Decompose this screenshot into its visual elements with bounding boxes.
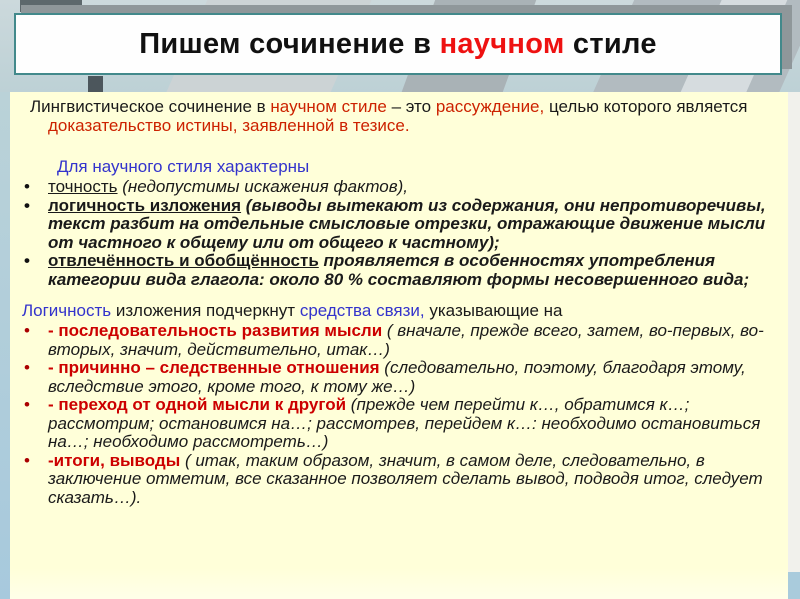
- connectors-heading-blue: средства связи,: [299, 301, 425, 320]
- list-item-logic: [22, 197, 766, 253]
- features-heading: Для научного стиля характерны: [57, 157, 310, 176]
- list-item-conclusions: [22, 452, 766, 508]
- connectors-heading-text: указывающие на: [424, 301, 563, 320]
- feature-term: точность: [48, 177, 118, 196]
- page-title: [139, 28, 657, 61]
- feature-desc: (выводы вытекают из содержания, они непротиворечивы, текст разбит на отдельные смысловые отрезки, отражающие движение мысли от частного к общему или от общего к частному);: [48, 195, 766, 252]
- title-text: стиле: [564, 27, 657, 60]
- right-edge-strip: [788, 92, 800, 572]
- content-panel: [10, 92, 788, 599]
- left-edge-strip: [0, 92, 10, 599]
- connector-label: -итоги, выводы: [48, 450, 181, 470]
- intro-text: целью которого является: [544, 97, 748, 116]
- feature-term: логичность изложения: [48, 195, 242, 215]
- connector-examples: (следовательно, поэтому, благодаря этому, вследствие этого, кроме того, к тому же…): [48, 358, 746, 396]
- list-item-transition: [22, 396, 766, 452]
- intro-text-red: доказательство истины, заявленной в тезисе.: [48, 116, 410, 135]
- connector-label: - последовательность развития мысли: [48, 321, 383, 340]
- feature-desc: проявляется в особенностях употребления категории вида глагола: около 80 % составляют формы несовершенного вида;: [48, 251, 750, 289]
- slide-title-box: [14, 13, 782, 75]
- title-highlight: научном: [439, 27, 565, 60]
- features-list: [22, 178, 766, 289]
- connectors-heading: [22, 301, 766, 320]
- intro-text: Лингвистическое сочинение в: [30, 97, 271, 116]
- banner-dark-square: [88, 76, 103, 92]
- bottom-right-corner-strip: [788, 572, 800, 599]
- connectors-heading-blue: Логичность: [22, 301, 112, 320]
- connector-label: - причинно – следственные отношения: [48, 358, 380, 377]
- connectors-list: [22, 322, 766, 507]
- connector-examples: ( итак, таким образом, значит, в самом деле, следовательно, в заключение отметим, все сказанное позволяет сделать вывод, подводя итог, следует сказать…).: [48, 450, 763, 507]
- intro-text-red: научном стиле: [270, 97, 387, 116]
- feature-desc: (недопустимы искажения фактов),: [117, 177, 409, 196]
- connector-label: - переход от одной мысли к другой: [48, 395, 347, 414]
- intro-text: – это: [386, 97, 436, 116]
- intro-paragraph: [22, 97, 766, 135]
- list-item-cause-effect: [22, 359, 766, 396]
- intro-text-red: рассуждение,: [435, 97, 545, 116]
- list-item-sequence: [22, 322, 766, 359]
- connector-examples: ( вначале, прежде всего, затем, во-первых, во-вторых, значит, действительно, итак…): [48, 321, 764, 359]
- connector-examples: (прежде чем перейти к…, обратимся к…; рассмотрим; остановимся на…; рассмотрев, перейдем к…: необходимо остановиться на…; необходимо рассмотреть…): [48, 395, 761, 451]
- title-text: Пишем сочинение в: [139, 27, 440, 60]
- list-item-abstraction: [22, 252, 766, 289]
- list-item-accuracy: [22, 178, 766, 197]
- feature-term: отвлечённость и обобщённость: [48, 251, 319, 270]
- connectors-heading-text: изложения подчеркнут: [111, 301, 300, 320]
